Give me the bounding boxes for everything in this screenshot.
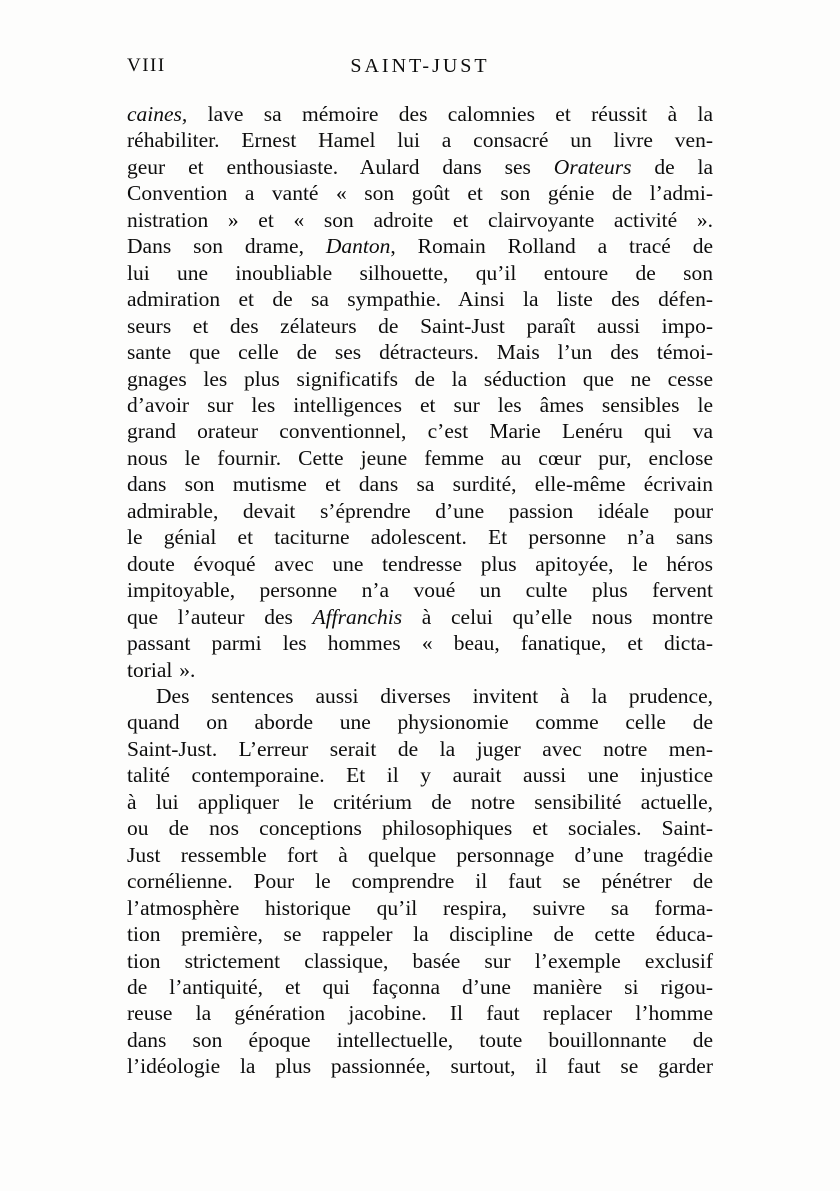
text-line: à lui appliquer le critérium de notre sensibilité actuelle, <box>127 789 713 814</box>
text-line: Des sentences aussi diverses invitent à la prudence, <box>156 683 713 708</box>
text-line: grand orateur conventionnel, c’est Marie Lenéru qui va <box>127 419 713 444</box>
text-line: torial ». <box>127 657 196 682</box>
text-line: Convention a vanté « son goût et son génie de l’admi- <box>127 181 713 206</box>
text-line: Saint-Just. L’erreur serait de la juger avec notre men- <box>127 736 713 761</box>
text-line: réhabiliter. Ernest Hamel lui a consacré un livre ven- <box>127 128 713 153</box>
text-line: quand on aborde une physionomie comme celle de <box>127 710 713 735</box>
text-line: d’avoir sur les intelligences et sur les âmes sensibles le <box>127 392 713 417</box>
paragraph <box>127 683 713 1080</box>
text-line: impitoyable, personne n’a voué un culte plus fervent <box>127 578 713 603</box>
text-line: sante que celle de ses détracteurs. Mais l’un des témoi- <box>127 340 713 365</box>
text-line: nous le fournir. Cette jeune femme au cœur pur, enclose <box>127 445 713 470</box>
italic-text: Affranchis <box>312 604 403 629</box>
text-line: dans son mutisme et dans sa surdité, elle-même écrivain <box>127 472 713 497</box>
text-line: gnages les plus significatifs de la séduction que ne cesse <box>127 366 713 391</box>
text-line: l’idéologie la plus passionnée, surtout, il faut se garder <box>127 1054 713 1079</box>
text-line: reuse la génération jacobine. Il faut replacer l’homme <box>127 1001 713 1026</box>
text-line: Just ressemble fort à quelque personnage d’une tragédie <box>127 842 713 867</box>
text-column <box>127 55 713 1080</box>
text-line: que l’auteur des Affranchis à celui qu’elle nous montre <box>127 604 713 629</box>
text-line: admiration et de sa sympathie. Ainsi la liste des défen- <box>127 287 713 312</box>
text-line: seurs et des zélateurs de Saint-Just paraît aussi impo- <box>127 313 713 338</box>
text-line: le génial et taciturne adolescent. Et personne n’a sans <box>127 525 713 550</box>
italic-text: Danton <box>325 234 391 259</box>
text-line: caines, lave sa mémoire des calomnies et réussit à la <box>127 102 713 126</box>
italic-text: caines, <box>127 102 188 126</box>
text-line: l’atmosphère historique qu’il respira, suivre sa forma- <box>127 895 713 920</box>
running-title: SAINT-JUST <box>350 55 490 77</box>
text-line: nistration » et « son adroite et clairvoyante activité ». <box>127 207 713 232</box>
text-line: cornélienne. Pour le comprendre il faut se pénétrer de <box>127 869 713 894</box>
italic-text: Orateurs <box>553 154 632 179</box>
text-line: admirable, devait s’éprendre d’une passion idéale pour <box>127 498 713 523</box>
text-line: tion strictement classique, basée sur l’exemple exclusif <box>127 948 713 973</box>
text-line: de l’antiquité, et qui façonna d’une manière si rigou- <box>127 974 713 999</box>
text-line: lui une inoubliable silhouette, qu’il entoure de son <box>127 260 713 285</box>
text-line: geur et enthousiaste. Aulard dans ses Orateurs de la <box>127 154 714 179</box>
text-line: talité contemporaine. Et il y aurait aussi une injustice <box>127 763 713 788</box>
page-body <box>127 101 713 1080</box>
text-line: dans son époque intellectuelle, toute bouillonnante de <box>127 1027 713 1052</box>
text-line: tion première, se rappeler la discipline de cette éduca- <box>127 922 713 947</box>
text-line: ou de nos conceptions philosophiques et sociales. Saint- <box>127 816 713 841</box>
text-line: passant parmi les hommes « beau, fanatique, et dicta- <box>127 631 713 656</box>
page-number: VIII <box>127 55 166 76</box>
text-line: Dans son drame, Danton, Romain Rolland a tracé de <box>127 234 713 259</box>
text-line: doute évoqué avec une tendresse plus apitoyée, le héros <box>127 551 713 576</box>
page-header <box>127 55 713 78</box>
paragraph <box>127 101 713 683</box>
